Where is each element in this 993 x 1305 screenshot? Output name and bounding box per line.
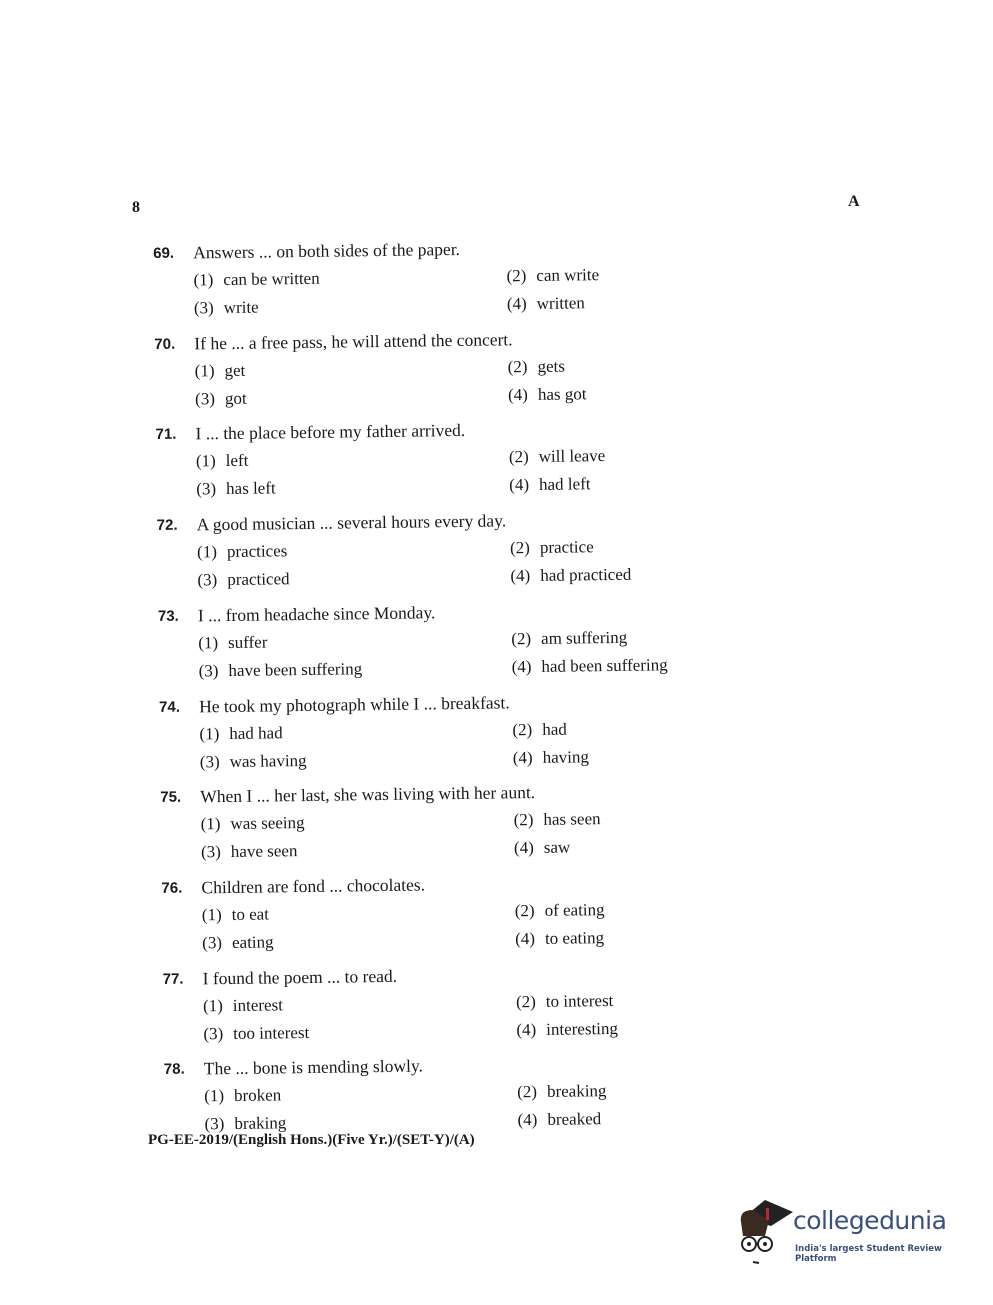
- option-text: will leave: [538, 446, 606, 467]
- option-text: am suffering: [540, 627, 628, 648]
- option-1: [195, 360, 246, 381]
- option-text: practices: [226, 541, 288, 562]
- option-label: (4): [507, 384, 529, 405]
- option-label: (4): [506, 294, 527, 314]
- option-4: [509, 475, 591, 496]
- question-text: Children are fond ... chocolates.: [201, 874, 426, 898]
- option-text: breaked: [547, 1109, 602, 1130]
- option-1: [201, 813, 305, 834]
- option-3: [203, 1023, 309, 1044]
- option-label: (2): [514, 900, 535, 921]
- option-2: [510, 537, 594, 558]
- option-text: written: [536, 293, 585, 313]
- question-item: [153, 237, 754, 335]
- option-text: have been suffering: [228, 659, 363, 680]
- option-4: [517, 1109, 601, 1130]
- question-number: 72.: [156, 516, 178, 535]
- option-label: (2): [517, 1082, 538, 1102]
- question-item: [158, 600, 759, 698]
- question-text: The ... bone is mending slowly.: [203, 1055, 424, 1079]
- option-text: of eating: [544, 899, 605, 920]
- option-4: [508, 384, 587, 405]
- question-number: 74.: [159, 698, 181, 716]
- option-text: to eating: [544, 928, 605, 948]
- question-number: 69.: [153, 244, 175, 262]
- question-text: He took my photograph while I ... breakfast.: [198, 691, 510, 716]
- option-text: had had: [229, 722, 283, 743]
- question-item: [155, 418, 756, 516]
- question-text: Answers ... on both sides of the paper.: [193, 238, 461, 263]
- option-text: interesting: [546, 1018, 619, 1039]
- option-2: [511, 628, 627, 650]
- option-text: braking: [234, 1113, 287, 1134]
- option-text: too interest: [233, 1022, 310, 1043]
- option-3: [196, 479, 276, 500]
- set-letter: A: [848, 193, 860, 210]
- option-label: (3): [194, 388, 216, 409]
- option-label: (2): [511, 628, 532, 649]
- option-text: suffer: [227, 632, 268, 652]
- option-text: get: [224, 360, 246, 380]
- option-text: was seeing: [230, 813, 305, 834]
- option-text: having: [542, 746, 590, 767]
- question-item: [160, 781, 761, 879]
- option-3: [195, 388, 247, 409]
- question-text: A good musician ... several hours every day.: [196, 510, 507, 535]
- option-label: (3): [193, 298, 214, 318]
- option-label: (3): [204, 1114, 225, 1134]
- option-text: can write: [536, 265, 600, 285]
- option-label: (1): [195, 451, 216, 471]
- option-4: [510, 565, 631, 587]
- option-3: [201, 841, 298, 862]
- option-1: [197, 541, 287, 562]
- option-4: [507, 293, 585, 314]
- question-number: 77.: [162, 970, 184, 988]
- option-label: (3): [198, 660, 219, 681]
- option-1: [193, 269, 319, 291]
- collegedunia-logo: collegedunia India's largest Student Review Platform: [735, 1196, 965, 1266]
- option-1: [199, 723, 282, 744]
- option-label: (1): [193, 270, 214, 290]
- option-label: (2): [507, 356, 528, 377]
- option-label: (4): [516, 1019, 537, 1039]
- option-label: (4): [517, 1110, 538, 1130]
- option-label: (1): [201, 905, 222, 925]
- option-1: [202, 904, 269, 925]
- option-text: to interest: [545, 990, 614, 1011]
- option-2: [509, 446, 606, 467]
- option-label: (4): [509, 475, 530, 495]
- option-text: practiced: [227, 569, 290, 590]
- option-text: practice: [539, 537, 594, 558]
- option-2: [517, 1081, 607, 1102]
- option-label: (4): [512, 747, 533, 767]
- option-label: (2): [506, 266, 527, 286]
- option-label: (2): [512, 719, 533, 739]
- option-text: interest: [232, 994, 284, 1015]
- option-3: [197, 569, 289, 590]
- option-text: has seen: [543, 809, 601, 830]
- option-4: [514, 838, 571, 859]
- question-number: 70.: [154, 335, 176, 353]
- question-number: 71.: [155, 426, 177, 444]
- option-label: (2): [513, 810, 534, 830]
- question-text: I ... from headache since Monday.: [197, 602, 436, 626]
- option-2: [513, 809, 600, 830]
- question-text: When I ... her last, she was living with her aunt.: [200, 782, 536, 807]
- question-item: [154, 328, 755, 426]
- option-label: (1): [204, 1086, 225, 1106]
- option-label: (3): [202, 933, 223, 953]
- option-3: [199, 659, 363, 681]
- option-text: left: [225, 451, 249, 471]
- option-2: [515, 900, 605, 921]
- option-text: breaking: [546, 1081, 607, 1102]
- option-text: saw: [543, 837, 571, 858]
- question-number: 78.: [163, 1060, 185, 1079]
- mascot-icon: [735, 1196, 795, 1266]
- option-text: write: [223, 297, 259, 318]
- option-2: [508, 356, 565, 377]
- option-text: had: [542, 719, 567, 739]
- option-label: (2): [508, 447, 529, 467]
- option-label: (1): [202, 995, 223, 1015]
- option-2: [512, 719, 567, 740]
- option-label: (3): [203, 1023, 224, 1043]
- option-label: (1): [200, 814, 221, 834]
- option-label: (4): [513, 838, 534, 858]
- option-text: has got: [537, 383, 587, 404]
- question-number: 75.: [160, 788, 182, 807]
- option-label: (4): [510, 566, 531, 586]
- option-label: (3): [199, 751, 220, 771]
- option-3: [200, 750, 307, 771]
- option-text: has left: [225, 478, 276, 499]
- option-text: had been suffering: [541, 655, 668, 676]
- option-label: (3): [200, 842, 221, 862]
- option-label: (1): [194, 360, 215, 381]
- question-number: 76.: [161, 879, 183, 897]
- option-label: (4): [515, 928, 536, 949]
- question-number: 73.: [157, 607, 179, 625]
- option-4: [511, 655, 667, 677]
- question-text: If he ... a free pass, he will attend the concert.: [194, 328, 513, 354]
- option-3: [194, 298, 259, 319]
- question-text: I found the poem ... to read.: [202, 965, 398, 988]
- option-4: [513, 747, 589, 768]
- option-text: have seen: [230, 841, 298, 862]
- option-label: (1): [196, 542, 218, 562]
- question-item: [157, 509, 758, 607]
- option-1: [203, 995, 283, 1016]
- option-1: [198, 632, 267, 653]
- option-label: (1): [199, 723, 220, 743]
- question-item: [159, 691, 760, 789]
- question-item: [163, 963, 764, 1061]
- option-text: had left: [538, 474, 591, 495]
- option-1: [196, 451, 249, 472]
- option-label: (2): [515, 991, 536, 1011]
- option-2: [506, 265, 599, 286]
- option-text: broken: [233, 1085, 282, 1106]
- option-1: [204, 1086, 281, 1107]
- option-label: (4): [511, 656, 532, 677]
- option-4: [515, 928, 604, 949]
- option-text: can be written: [223, 268, 320, 290]
- option-text: got: [224, 388, 247, 408]
- question-item: [161, 872, 762, 970]
- option-label: (2): [509, 538, 531, 558]
- option-text: gets: [537, 356, 566, 376]
- question-text: I ... the place before my father arrived.: [195, 420, 466, 444]
- option-label: (3): [196, 479, 217, 499]
- footer-code: PG-EE-2019/(English Hons.)(Five Yr.)/(SET-Y)/(A): [148, 1132, 475, 1148]
- option-2: [516, 991, 614, 1012]
- option-label: (3): [197, 570, 218, 590]
- option-text: was having: [229, 750, 307, 771]
- option-3: [202, 932, 274, 953]
- page-number: 8: [132, 199, 140, 216]
- option-text: had practiced: [540, 564, 632, 586]
- option-4: [516, 1019, 618, 1040]
- option-text: to eat: [231, 904, 270, 924]
- option-text: eating: [231, 932, 274, 952]
- option-label: (1): [198, 632, 219, 653]
